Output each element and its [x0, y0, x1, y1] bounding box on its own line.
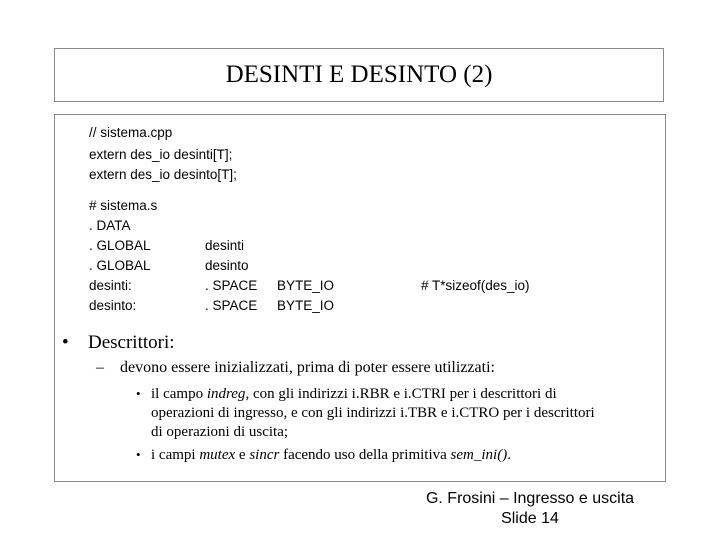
list-item	[151, 446, 511, 465]
footer-author: G. Frosini – Ingresso e uscita	[425, 490, 635, 507]
list-item-continued: operazioni di ingresso, e con gli indirizzi i.TBR e i.CTRO per i descrittori	[151, 405, 595, 421]
asm-size: BYTE_IO	[277, 278, 335, 293]
item-emphasis: mutex	[199, 447, 236, 463]
asm-directive: . SPACE	[205, 298, 258, 313]
asm-operand: desinti	[205, 238, 245, 253]
sub-bullet-text: devono essere inizializzati, prima di poter essere utilizzati:	[120, 359, 495, 376]
list-item	[151, 385, 557, 404]
asm-line: desinti:	[89, 278, 132, 293]
list-item-continued: di operazioni di uscita;	[151, 424, 289, 440]
item-text: il campo	[151, 386, 207, 402]
item-text: , con gli indirizzi i.RBR e i.CTRI per i descrittori di	[245, 386, 557, 402]
item-text: e	[235, 447, 250, 463]
bullet-dot: •	[136, 447, 141, 462]
asm-line: . GLOBAL	[89, 258, 151, 273]
code-line: extern des_io desinti[T];	[89, 147, 233, 162]
code-line: extern des_io desinto[T];	[89, 167, 237, 182]
asm-line: desinto:	[89, 298, 137, 313]
item-text: i campi	[151, 447, 200, 463]
asm-size: BYTE_IO	[277, 298, 335, 313]
asm-operand: desinto	[205, 258, 249, 273]
asm-comment: # T*sizeof(des_io)	[421, 278, 530, 293]
slide-title: DESINTI E DESINTO (2)	[225, 61, 493, 88]
item-text: .	[507, 447, 511, 463]
asm-line: . GLOBAL	[89, 238, 151, 253]
asm-line: . DATA	[89, 218, 131, 233]
item-emphasis: indreg	[206, 386, 246, 402]
bullet-marker: •	[62, 332, 69, 353]
asm-directive: . SPACE	[205, 278, 258, 293]
item-text: facendo uso della primitiva	[279, 447, 451, 463]
item-emphasis: sem_ini()	[450, 447, 508, 463]
bullet-dot: •	[136, 386, 141, 401]
item-emphasis: sincr	[249, 447, 280, 463]
title-box	[54, 48, 664, 102]
bullet-heading: Descrittori:	[88, 332, 175, 353]
dash-marker: –	[96, 359, 104, 376]
asm-line: # sistema.s	[89, 198, 158, 213]
slide-number: Slide 14	[501, 510, 559, 527]
footer	[400, 489, 660, 529]
code-line: // sistema.cpp	[89, 125, 173, 140]
